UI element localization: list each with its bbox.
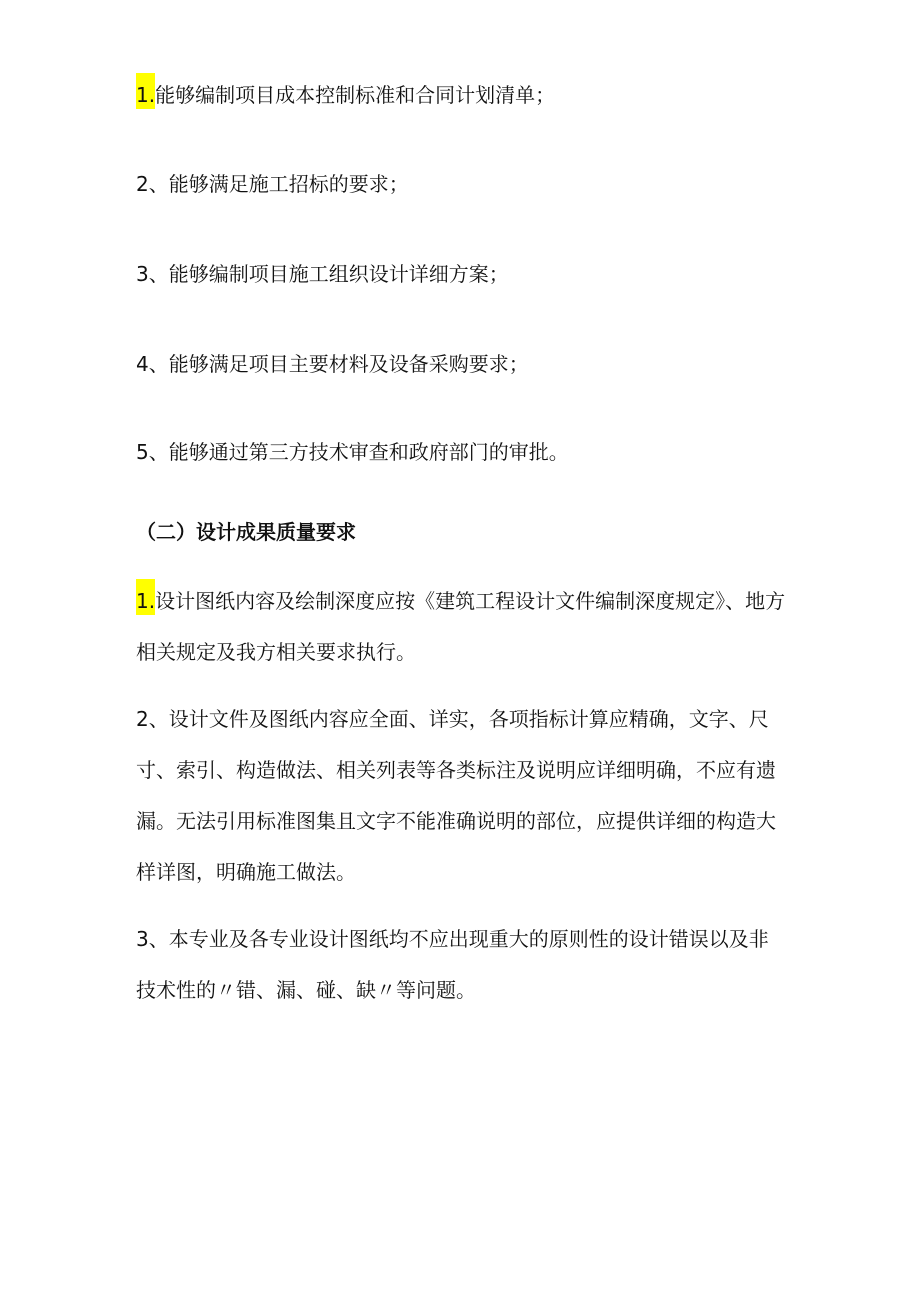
section-heading: （二）设计成果质量要求 xyxy=(136,520,356,544)
list1-item-4-text: 能够满足项目主要材料及设备采购要求； xyxy=(168,352,529,376)
list1-item-2-number: 2、 xyxy=(136,172,169,196)
list1-item-4-number: 4、 xyxy=(136,352,169,376)
list1-item-4 xyxy=(136,349,529,379)
list1-item-3-number: 3、 xyxy=(136,262,169,286)
list2-item-2-number: 2、 xyxy=(136,707,169,731)
list2-item-1-text: 设计图纸内容及绘制深度应按《建筑工程设计文件编制深度规定》、地方相关规定及我方相关要求执行。 xyxy=(136,589,786,664)
list1-item-1-text: 能够编制项目成本控制标准和合同计划清单； xyxy=(155,83,556,107)
list1-item-5-number: 5、 xyxy=(136,440,169,464)
list2-item-3 xyxy=(136,914,786,1016)
highlighted-number: 1. xyxy=(136,73,155,109)
list2-item-1 xyxy=(136,576,786,678)
list2-item-3-text: 本专业及各专业设计图纸均不应出现重大的原则性的设计错误以及非技术性的〃错、漏、碰、缺〃等问题。 xyxy=(136,927,769,1002)
list1-item-1 xyxy=(136,80,555,110)
highlighted-number: 1. xyxy=(136,579,155,615)
list1-item-3-text: 能够编制项目施工组织设计详细方案； xyxy=(168,262,509,286)
list1-item-5 xyxy=(136,437,569,467)
list2-item-3-number: 3、 xyxy=(136,927,169,951)
list1-item-2 xyxy=(136,169,409,199)
list1-item-5-text: 能够通过第三方技术审查和政府部门的审批。 xyxy=(168,440,569,464)
list1-item-3 xyxy=(136,259,509,289)
list1-item-2-text: 能够满足施工招标的要求； xyxy=(168,172,409,196)
list2-item-2 xyxy=(136,694,786,898)
list2-item-2-text: 设计文件及图纸内容应全面、详实，各项指标计算应精确，文字、尺寸、索引、构造做法、相关列表等各类标注及说明应详细明确，不应有遗漏。无法引用标准图集且文字不能准确说明的部位，应提供详细的构造大样详图，明确施工做法。 xyxy=(136,707,776,884)
